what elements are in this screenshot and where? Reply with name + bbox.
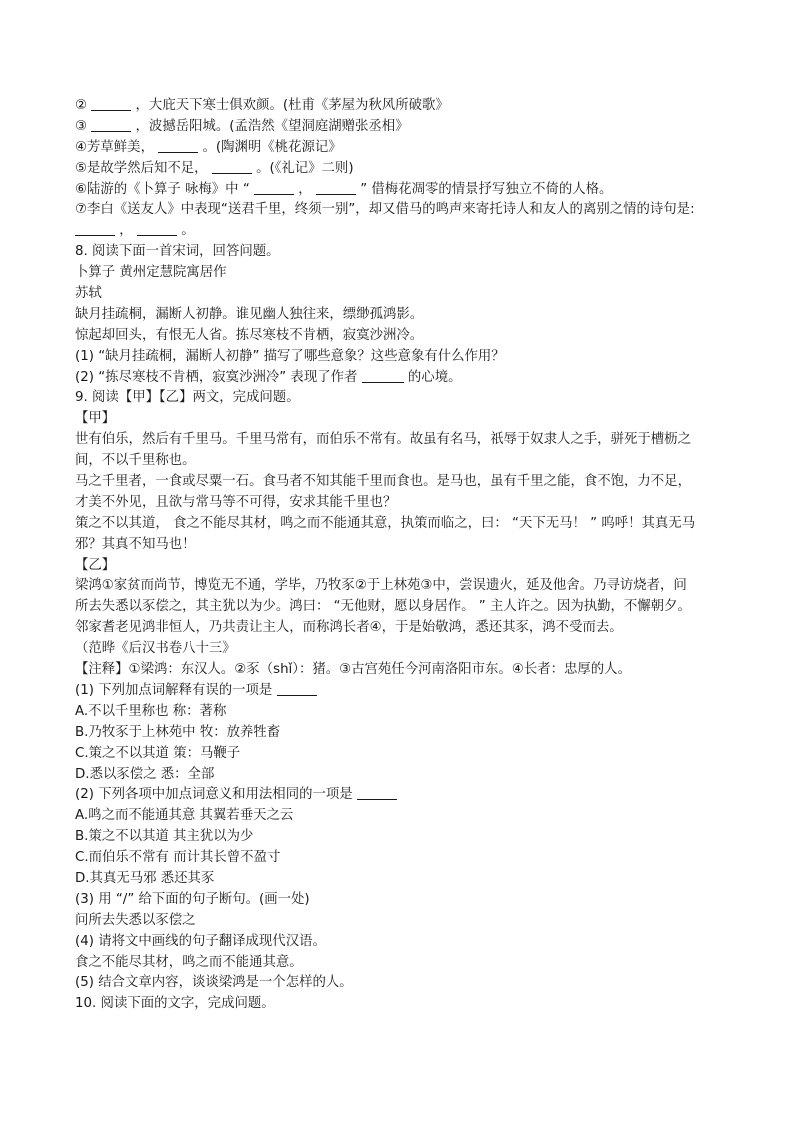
passage-line: 邻家耆老见鸿非恒人，乃共责让主人，而称鸿长者④，于是始敬鸿，悉还其豕，鸿不受而去。 — [75, 620, 623, 636]
q8-sub2 — [75, 368, 725, 389]
poem-title: 卜算子 黄州定慧院寓居作 — [75, 265, 227, 281]
passage-line: 梁鸿①家贫而尚节，博览无不通，学毕，乃牧豕②于上林苑③中，尝误遗火，延及他舍。乃寻访烧者，问 — [75, 578, 687, 594]
poetry-item-2 — [75, 96, 725, 117]
poetry-item-3 — [75, 117, 725, 138]
answer-blank[interactable] — [277, 681, 317, 696]
poem-line: 惊起却回头，有恨无人省。拣尽寒枝不肯栖，寂寞沙洲冷。 — [75, 327, 424, 343]
answer-blank[interactable] — [91, 117, 131, 132]
q9-sub4: (4) 请将文中画线的句子翻译成现代汉语。 — [75, 933, 326, 949]
q10-intro: 10. 阅读下面的文字，完成问题。 — [75, 996, 275, 1012]
option-item: A.不以千里称也 称：著称 — [75, 703, 227, 719]
q8-intro: 8. 阅读下面一首宋词，回答问题。 — [75, 244, 280, 260]
item-text: 。 — [181, 223, 195, 239]
answer-blank[interactable] — [316, 180, 356, 195]
answer-blank[interactable] — [137, 221, 177, 236]
q9-intro: 9. 阅读【甲】【乙】两文，完成问题。 — [75, 390, 300, 406]
poetry-item-7: ⑦李白《送友人》中表现“送君千里，终须一别”，却又借马的鸣声来寄托诗人和友人的离别之情的诗句是: — [75, 202, 695, 218]
q9-sub5: (5) 结合文章内容，谈谈梁鸿是一个怎样的人。 — [75, 975, 353, 991]
passage-label-yi: 【乙】 — [75, 557, 116, 573]
item-text: ，大庇天下寒士俱欢颜。(杜甫《茅屋为秋风所破歌》 — [135, 98, 449, 113]
poetry-item-7-answer — [75, 221, 725, 242]
item-text: 。(陶渊明《桃花源记》 — [202, 139, 342, 155]
item-text: 。(《礼记》二则) — [256, 160, 354, 176]
passage-source: （范晔《后汉书卷八十三》 — [75, 641, 236, 657]
item-text: ， — [298, 181, 312, 197]
answer-blank[interactable] — [254, 180, 294, 195]
item-text: (2) 下列各项中加点词意义和用法相同的一项是 — [75, 787, 353, 803]
option-item: B.乃牧豕于上林苑中 牧：放养牲畜 — [75, 724, 281, 740]
poem-line: 缺月挂疏桐，漏断人初静。谁见幽人独往来，缥缈孤鸿影。 — [75, 306, 424, 322]
item-text: ⑤是故学然后知不足， — [75, 160, 208, 176]
passage-line: 马之千里者，一食或尽粟一石。食马者不知其能千里而食也。是马也，虽有千里之能，食不饱，力不足， — [75, 474, 691, 490]
poetry-item-4 — [75, 138, 725, 159]
answer-blank[interactable] — [91, 96, 131, 111]
answer-blank[interactable] — [362, 368, 404, 383]
passage-line: 世有伯乐，然后有千里马。千里马常有，而伯乐不常有。故虽有名马，祇辱于奴隶人之手，骈死于槽枥之 — [75, 432, 691, 448]
q9-sub3-sentence: 问所去失悉以豕偿之 — [75, 912, 196, 928]
q8-sub1: (1) “缺月挂疏桐，漏断人初静” 描写了哪些意象？这些意象有什么作用？ — [75, 348, 505, 364]
answer-blank[interactable] — [75, 221, 115, 236]
q9-sub3: (3) 用 “/” 给下面的句子断句。(画一处) — [75, 891, 310, 907]
item-text: ④芳草鲜美， — [75, 139, 154, 155]
option-item: D.其真无马邪 悉还其豕 — [75, 870, 215, 886]
answer-blank[interactable] — [158, 138, 198, 153]
annotation-note: 【注释】①梁鸿：东汉人。②豕（shǐ）：猪。③古宫苑任今河南洛阳市东。④长者：忠厚的人。 — [75, 662, 631, 678]
option-item: C.而伯乐不常有 而计其长曾不盈寸 — [75, 850, 281, 866]
q9-sub2 — [75, 785, 725, 806]
passage-line: 邪？其真不知马也！ — [75, 536, 196, 552]
answer-blank[interactable] — [357, 785, 397, 800]
passage-line: 所去失悉以豕偿之，其主犹以为少。鸿曰： “无他财，愿以身居作。 ” 主人许之。因为执勤，不懈朝夕。 — [75, 599, 691, 615]
passage-label-jia: 【甲】 — [75, 411, 116, 427]
item-number: ② — [75, 98, 88, 113]
answer-blank[interactable] — [212, 159, 252, 174]
item-text: (1) 下列加点词解释有误的一项是 — [75, 682, 273, 698]
q9-sub1 — [75, 681, 725, 702]
item-text: (2) “拣尽寒枝不肯栖，寂寞沙洲冷” 表现了作者 — [75, 369, 358, 385]
item-text: ，波撼岳阳城。(孟浩然《望洞庭湖赠张丞相》 — [135, 118, 409, 134]
passage-line: 策之不以其道， 食之不能尽其材，鸣之而不能通其意，执策而临之，曰： “天下无马！ ” 呜呼！其真无马 — [75, 515, 696, 531]
item-number: ③ — [75, 118, 88, 134]
item-text: 的心境。 — [407, 369, 462, 385]
option-item: C.策之不以其道 策：马鞭子 — [75, 745, 241, 761]
poetry-item-5 — [75, 159, 725, 180]
passage-line: 才美不外见，且欲与常马等不可得，安求其能千里也？ — [75, 494, 397, 510]
q9-sub4-sentence: 食之不能尽其材，鸣之而不能通其意。 — [75, 954, 303, 970]
poem-author: 苏轼 — [75, 286, 102, 302]
option-item: A.鸣之而不能通其意 其翼若垂天之云 — [75, 808, 294, 824]
option-item: B.策之不以其道 其主犹以为少 — [75, 829, 254, 845]
option-item: D.悉以豕偿之 悉：全部 — [75, 766, 215, 782]
item-text: ” 借梅花凋零的情景抒写独立不倚的人格。 — [360, 181, 613, 197]
exam-document — [75, 96, 725, 1015]
poetry-item-6 — [75, 180, 725, 201]
item-text: ， — [119, 223, 133, 239]
passage-line: 间，不以千里称也。 — [75, 453, 196, 469]
item-text: ⑥陆游的《卜算子 咏梅》中 “ — [75, 181, 250, 197]
